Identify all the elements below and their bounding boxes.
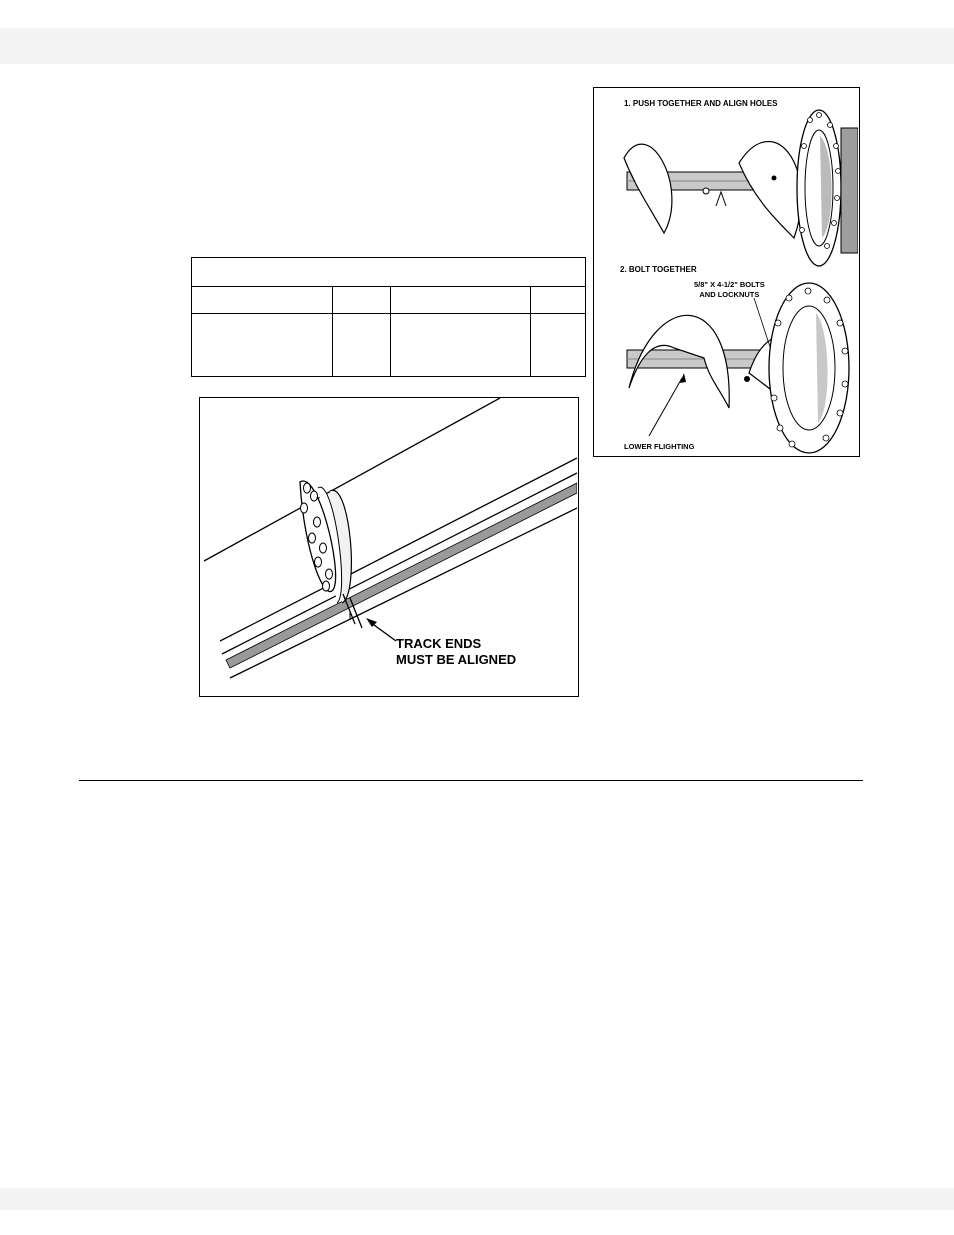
bolts-label-line1: 5/8" X 4-1/2" BOLTS bbox=[694, 280, 765, 289]
flighting-assembly-figure bbox=[593, 87, 860, 457]
track-label-line1: TRACK ENDS bbox=[396, 636, 482, 651]
table-row bbox=[192, 313, 585, 377]
step2-label: 2. BOLT TOGETHER bbox=[620, 265, 697, 274]
torque-table bbox=[191, 257, 586, 377]
table-title-row bbox=[192, 258, 585, 287]
table-header-row bbox=[192, 286, 585, 314]
table-divider bbox=[390, 286, 391, 376]
track-alignment-figure bbox=[199, 397, 579, 697]
section-divider bbox=[79, 780, 863, 781]
footer-band bbox=[0, 1188, 954, 1210]
tube-joint-illustration bbox=[200, 398, 577, 695]
track-label-line2: MUST BE ALIGNED bbox=[396, 652, 517, 667]
lower-flighting-label: LOWER FLIGHTING bbox=[624, 442, 695, 451]
header-band bbox=[0, 28, 954, 64]
track-ends-label bbox=[396, 636, 516, 668]
table-divider bbox=[530, 286, 531, 376]
bolts-label bbox=[694, 280, 765, 300]
table-divider bbox=[332, 286, 333, 376]
bolts-label-line2: AND LOCKNUTS bbox=[699, 290, 760, 299]
step1-label: 1. PUSH TOGETHER AND ALIGN HOLES bbox=[624, 99, 778, 108]
